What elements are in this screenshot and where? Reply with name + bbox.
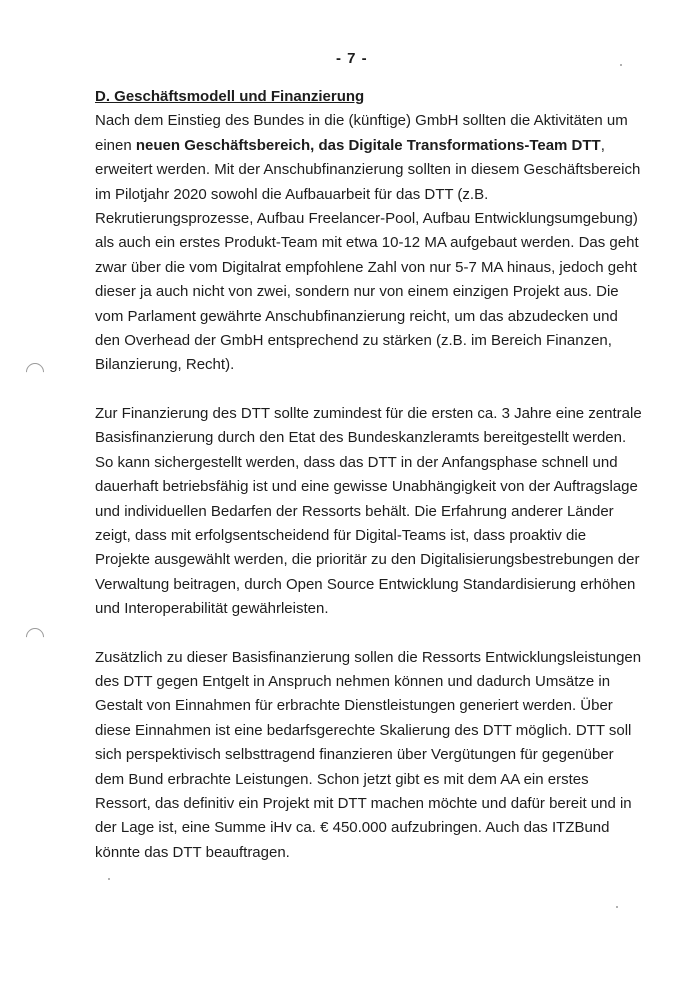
text-line <box>95 134 635 158</box>
text-line: diese Einnahmen ist eine bedarfsgerechte Skalierung des DTT möglich. DTT soll <box>95 721 632 739</box>
text-line: Basisfinanzierung durch den Etat des Bundeskanzleramts bereitgestellt werden. <box>95 429 627 447</box>
text-line: Nach dem Einstieg des Bundes in die (künftige) GmbH sollten die Aktivitäten um <box>95 112 628 130</box>
text-line: dieser ja auch nicht von zwei, sondern nur von einem einzigen Projekt aus. Die <box>95 283 619 301</box>
text-line: dauerhaft betriebsfähig ist und eine gewisse Unabhängigkeit von der Auftragslage <box>95 478 638 496</box>
text-line: Bilanzierung, Recht). <box>95 356 235 374</box>
section-heading: D. Geschäftsmodell und Finanzierung <box>95 88 365 105</box>
text-segment: , <box>600 136 605 154</box>
text-line: sich perspektivisch selbsttragend finanzieren über Vergütungen für gegenüber <box>95 746 614 764</box>
text-line: als auch ein erstes Produkt-Team mit etwa 10-12 MA aufgebaut werden. Das geht <box>95 234 639 252</box>
text-line: und individuellen Bedarfen der Ressorts behält. Die Erfahrung anderer Länder <box>95 502 614 520</box>
page-number: - 7 - <box>336 50 368 67</box>
text-line: im Pilotjahr 2020 sowohl die Aufbauarbeit für das DTT (z.B. <box>95 185 489 203</box>
text-line: und Interoperabilität gewährleisten. <box>95 600 329 618</box>
text-segment: einen <box>95 136 136 154</box>
punch-hole-mark-top <box>22 359 47 384</box>
text-line: Rekrutierungsprozesse, Aufbau Freelancer-Pool, Aufbau Entwicklungsumgebung) <box>95 210 638 228</box>
paragraph-3 <box>95 646 642 866</box>
paragraph-1 <box>95 109 641 377</box>
text-line: Verwaltung beitragen, durch Open Source Entwicklung Standardisierung erhöhen <box>95 575 636 593</box>
text-line: Zur Finanzierung des DTT sollte zumindest für die ersten ca. 3 Jahre eine zentrale <box>95 404 642 422</box>
scan-speck <box>616 906 618 908</box>
text-line: zwar über die vom Digitalrat empfohlene Zahl von nur 5-7 MA hinaus, jedoch geht <box>95 258 637 276</box>
scan-speck <box>108 878 110 880</box>
text-line: Zusätzlich zu dieser Basisfinanzierung sollen die Ressorts Entwicklungsleistungen <box>95 648 642 666</box>
text-line: Gestalt von Einnahmen für erbrachte Dienstleistungen generiert werden. Über <box>95 697 613 715</box>
text-line: Projekte ausgewählt werden, die prioritär zu den Digitalisierungsbestrebungen der <box>95 551 640 569</box>
text-line: den Overhead der GmbH entsprechend zu stärken (z.B. im Bereich Finanzen, <box>95 332 612 350</box>
text-line: dem Bund erbrachte Leistungen. Schon jetzt gibt es mit dem AA ein erstes <box>95 770 589 788</box>
bold-text: neuen Geschäftsbereich, das Digitale Transformations-Team DTT <box>135 136 601 154</box>
scan-speck <box>620 64 622 66</box>
document-body <box>95 85 642 865</box>
text-line: zeigt, dass mit erfolgsentscheidend für Digital-Teams ist, dass proaktiv die <box>95 526 587 544</box>
text-line: vom Parlament gewährte Anschubfinanzierung reicht, um das abzudecken und <box>95 307 618 325</box>
text-line: erweitert werden. Mit der Anschubfinanzierung sollten in diesem Geschäftsbereich <box>95 161 641 179</box>
text-line: Ressort, das definitiv ein Projekt mit DTT machen möchte und dafür bereit und in <box>95 794 632 812</box>
paragraph-2 <box>95 402 642 622</box>
text-line: des DTT gegen Entgelt in Anspruch nehmen können und dadurch Umsätze in <box>95 672 611 690</box>
punch-hole-mark-bottom <box>22 624 47 649</box>
text-line: der Lage ist, eine Summe iHv ca. € 450.000 aufzubringen. Auch das ITZBund <box>95 819 610 837</box>
text-line: könnte das DTT beauftragen. <box>95 843 290 861</box>
text-line: So kann sichergestellt werden, dass das DTT in der Anfangsphase schnell und <box>95 453 618 471</box>
